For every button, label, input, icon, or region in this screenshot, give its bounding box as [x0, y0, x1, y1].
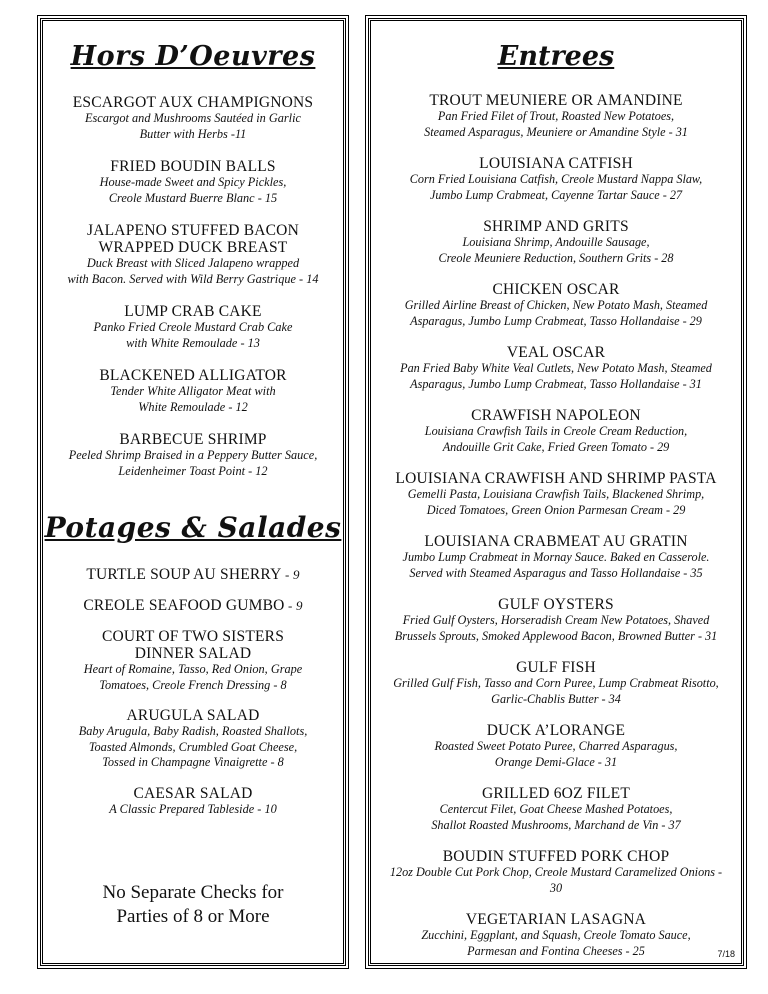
- item-desc: Escargot and Mushrooms Sautéed in Garlic: [85, 111, 301, 125]
- menu-item: [371, 281, 741, 329]
- item-desc: Grilled Gulf Fish, Tasso and Corn Puree, Lump Crabmeat Risotto,: [393, 676, 719, 690]
- page-number: 7/18: [717, 949, 735, 959]
- menu-item: [371, 722, 741, 770]
- menu-item: [371, 344, 741, 392]
- menu-item: [43, 303, 343, 351]
- item-name: BARBECUE SHRIMP: [119, 431, 267, 448]
- item-name: WRAPPED DUCK BREAST: [98, 239, 288, 256]
- item-name: BLACKENED ALLIGATOR: [99, 367, 287, 384]
- menu-item: [371, 596, 741, 644]
- item-desc: Duck Breast with Sliced Jalapeno wrapped: [86, 256, 300, 270]
- entrees-heading: Entrees: [497, 41, 615, 72]
- menu-item: [371, 533, 741, 581]
- item-desc: Diced Tomatoes, Green Onion Parmesan Cream - 29: [426, 502, 686, 517]
- item-desc: Heart of Romaine, Tasso, Red Onion, Grape: [83, 662, 303, 676]
- menu-item: [371, 848, 741, 896]
- item-name: SHRIMP AND GRITS: [483, 218, 629, 235]
- item-desc: Toasted Almonds, Crumbled Goat Cheese,: [88, 739, 298, 754]
- potages-salades-heading: Potages & Salades: [44, 511, 342, 544]
- item-desc: Tomatoes, Creole French Dressing - 8: [99, 677, 287, 692]
- item-price: - 9: [284, 598, 303, 613]
- item-name: LOUISIANA CRAWFISH AND SHRIMP PASTA: [395, 470, 717, 487]
- menu-item: [43, 431, 343, 479]
- item-desc: Fried Gulf Oysters, Horseradish Cream New Potatoes, Shaved: [402, 613, 710, 627]
- item-name: LUMP CRAB CAKE: [124, 303, 262, 320]
- entrees-list: [371, 92, 741, 959]
- notice-line: No Separate Checks for: [102, 882, 284, 903]
- item-desc: Centercut Filet, Goat Cheese Mashed Potatoes,: [439, 802, 673, 816]
- item-desc: House-made Sweet and Spicy Pickles,: [99, 175, 287, 189]
- item-desc: Grilled Airline Breast of Chicken, New Potato Mash, Steamed: [404, 298, 708, 312]
- potages-salades-list: [43, 566, 343, 817]
- notice-line: Parties of 8 or More: [116, 906, 270, 927]
- item-name-text: CREOLE SEAFOOD GUMBO: [83, 597, 285, 614]
- item-name: [43, 566, 343, 583]
- item-name: BOUDIN STUFFED PORK CHOP: [442, 848, 670, 865]
- item-desc: Garlic-Chablis Butter - 34: [491, 691, 621, 706]
- menu-item: [43, 566, 343, 583]
- menu-item: [43, 94, 343, 142]
- item-name: CRAWFISH NAPOLEON: [471, 407, 641, 424]
- item-desc: 30: [549, 880, 563, 895]
- item-desc: Brussels Sprouts, Smoked Applewood Bacon, Browned Butter - 31: [394, 628, 718, 643]
- item-desc: with White Remoulade - 13: [126, 335, 260, 350]
- menu-item: [43, 785, 343, 818]
- item-desc: Creole Meuniere Reduction, Southern Grits - 28: [438, 250, 674, 265]
- item-name: JALAPENO STUFFED BACON: [87, 222, 299, 239]
- item-name: CAESAR SALAD: [133, 784, 253, 802]
- item-desc: Butter with Herbs -11: [139, 126, 247, 141]
- item-name: VEAL OSCAR: [506, 344, 606, 361]
- item-name: DUCK A’LORANGE: [486, 722, 626, 739]
- item-desc: Parmesan and Fontina Cheeses - 25: [467, 943, 645, 958]
- item-desc: Pan Fried Baby White Veal Cutlets, New Potato Mash, Steamed: [400, 361, 712, 375]
- item-desc: Tender White Alligator Meat with: [110, 384, 276, 398]
- menu-item: [43, 367, 343, 415]
- item-desc: Shallot Roasted Mushrooms, Marchand de Vin - 37: [431, 817, 681, 832]
- menu-item: [371, 92, 741, 140]
- menu-item: [371, 470, 741, 518]
- item-desc: Orange Demi-Glace - 31: [494, 754, 618, 769]
- separate-checks-notice: [43, 881, 343, 929]
- item-desc: Served with Steamed Asparagus and Tasso Hollandaise - 35: [409, 565, 703, 580]
- item-desc: Baby Arugula, Baby Radish, Roasted Shallots,: [78, 724, 308, 738]
- item-desc: Gemelli Pasta, Louisiana Crawfish Tails, Blackened Shrimp,: [407, 487, 705, 501]
- item-name: ESCARGOT AUX CHAMPIGNONS: [72, 94, 314, 111]
- hors-doeuvres-heading: Hors D’Oeuvres: [70, 41, 316, 72]
- menu-item: [371, 659, 741, 707]
- item-desc: Asparagus, Jumbo Lump Crabmeat, Tasso Hollandaise - 29: [410, 313, 702, 328]
- item-name: COURT OF TWO SISTERS: [101, 628, 285, 645]
- item-name-text: TURTLE SOUP AU SHERRY: [86, 566, 282, 583]
- hors-doeuvres-list: [43, 94, 343, 479]
- item-desc: Jumbo Lump Crabmeat, Cayenne Tartar Sauce - 27: [429, 187, 683, 202]
- menu-item: [371, 155, 741, 203]
- item-desc: Creole Mustard Buerre Blanc - 15: [108, 190, 278, 205]
- menu-item: [371, 785, 741, 833]
- item-price: - 9: [281, 567, 300, 582]
- item-desc: with Bacon. Served with Wild Berry Gastrique - 14: [67, 271, 319, 286]
- item-name: GRILLED 6OZ FILET: [481, 785, 631, 802]
- item-desc: Corn Fried Louisiana Catfish, Creole Mustard Nappa Slaw,: [409, 172, 703, 186]
- item-name: CHICKEN OSCAR: [492, 281, 620, 298]
- item-name: LOUISIANA CRABMEAT AU GRATIN: [424, 533, 688, 550]
- item-name: FRIED BOUDIN BALLS: [110, 158, 276, 175]
- item-desc: A Classic Prepared Tableside - 10: [109, 801, 277, 816]
- menu-item: [43, 628, 343, 693]
- item-desc: Pan Fried Filet of Trout, Roasted New Potatoes,: [437, 109, 675, 123]
- item-name: VEGETARIAN LASAGNA: [465, 911, 647, 928]
- item-name: [43, 597, 343, 614]
- left-menu-panel: [40, 18, 346, 966]
- item-desc: White Remoulade - 12: [138, 399, 248, 414]
- item-name: GULF OYSTERS: [498, 596, 614, 613]
- item-desc: Zucchini, Eggplant, and Squash, Creole Tomato Sauce,: [421, 928, 691, 942]
- item-name: LOUISIANA CATFISH: [479, 155, 633, 172]
- item-name: ARUGULA SALAD: [126, 707, 260, 724]
- item-desc: Roasted Sweet Potato Puree, Charred Asparagus,: [434, 739, 678, 753]
- item-desc: Peeled Shrimp Braised in a Peppery Butter Sauce,: [68, 448, 318, 462]
- item-name: GULF FISH: [516, 659, 596, 676]
- menu-item: [43, 222, 343, 287]
- item-desc: Tossed in Champagne Vinaigrette - 8: [102, 755, 284, 769]
- item-desc: 12oz Double Cut Pork Chop, Creole Mustard Caramelized Onions -: [389, 865, 723, 879]
- menu-item: [43, 597, 343, 614]
- item-desc: Leidenheimer Toast Point - 12: [118, 463, 268, 478]
- item-desc: Asparagus, Jumbo Lump Crabmeat, Tasso Hollandaise - 31: [410, 376, 702, 391]
- menu-item: [43, 158, 343, 206]
- item-desc: Andouille Grit Cake, Fried Green Tomato - 29: [442, 439, 670, 454]
- item-desc: Louisiana Shrimp, Andouille Sausage,: [462, 235, 650, 249]
- item-desc: Panko Fried Creole Mustard Crab Cake: [93, 320, 293, 334]
- item-name: DINNER SALAD: [134, 645, 252, 662]
- menu-item: [371, 407, 741, 455]
- item-desc: Steamed Asparagus, Meuniere or Amandine Style - 31: [424, 124, 688, 139]
- menu-item: [371, 218, 741, 266]
- right-menu-panel: [368, 18, 744, 966]
- menu-item: [371, 911, 741, 959]
- item-desc: Jumbo Lump Crabmeat in Mornay Sauce. Baked en Casserole.: [402, 550, 710, 564]
- item-name: TROUT MEUNIERE OR AMANDINE: [429, 92, 683, 109]
- item-desc: Louisiana Crawfish Tails in Creole Cream Reduction,: [424, 424, 688, 438]
- menu-item: [43, 707, 343, 771]
